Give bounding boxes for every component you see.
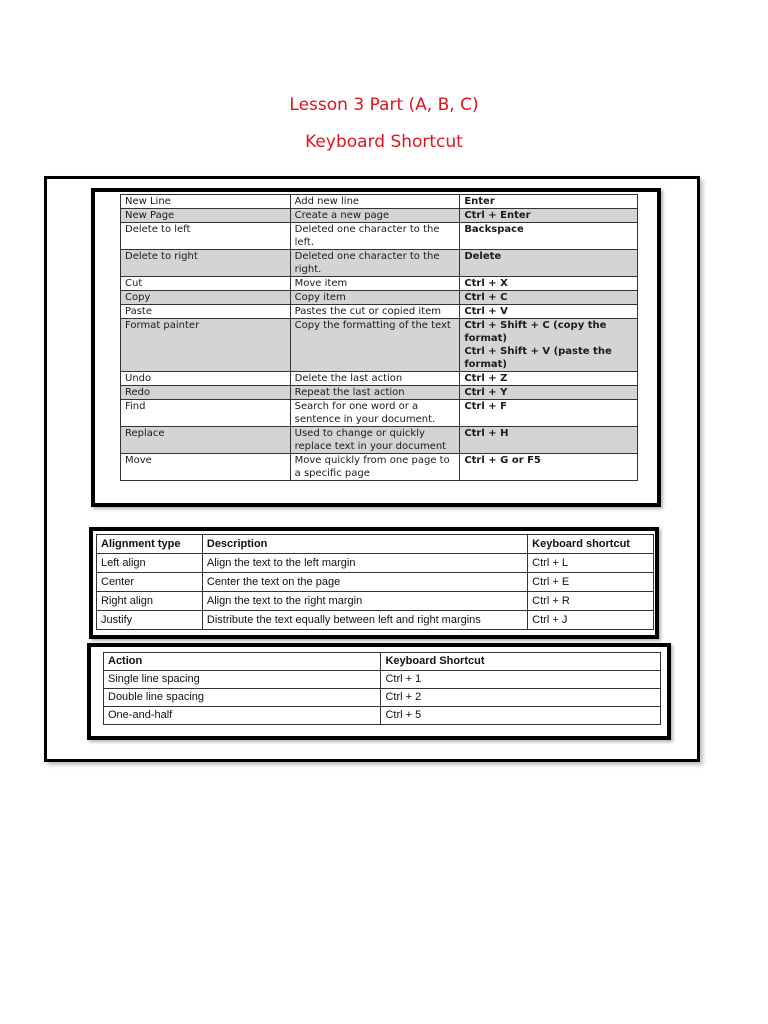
table-cell: Center	[97, 573, 203, 592]
table-row	[121, 209, 638, 223]
alignment-table	[96, 534, 654, 630]
table-cell: Ctrl + 5	[381, 707, 661, 725]
shortcut-description: Deleted one character to the right.	[290, 250, 460, 277]
screenshot-frame	[44, 176, 700, 762]
alignment-panel	[89, 527, 659, 639]
table-cell: Center the text on the page	[202, 573, 527, 592]
table-row	[97, 573, 654, 592]
shortcut-keys: Ctrl + H	[460, 427, 638, 454]
shortcuts-table	[120, 194, 638, 481]
table-cell: One-and-half	[104, 707, 381, 725]
shortcut-keys: Ctrl + X	[460, 277, 638, 291]
shortcut-description: Search for one word or a sentence in your document.	[290, 400, 460, 427]
column-header: Keyboard Shortcut	[381, 653, 661, 671]
shortcut-name: Find	[121, 400, 291, 427]
table-cell: Align the text to the right margin	[202, 592, 527, 611]
table-row	[121, 400, 638, 427]
table-row	[121, 319, 638, 372]
shortcut-description: Repeat the last action	[290, 386, 460, 400]
shortcut-description: Deleted one character to the left.	[290, 223, 460, 250]
spacing-panel	[87, 643, 671, 740]
shortcut-name: Replace	[121, 427, 291, 454]
shortcut-keys: Ctrl + F	[460, 400, 638, 427]
shortcut-name: Format painter	[121, 319, 291, 372]
column-header: Action	[104, 653, 381, 671]
spacing-table	[103, 652, 661, 725]
shortcut-keys: Ctrl + Z	[460, 372, 638, 386]
shortcut-description: Create a new page	[290, 209, 460, 223]
table-cell: Ctrl + J	[528, 611, 654, 630]
table-cell: Double line spacing	[104, 689, 381, 707]
shortcut-description: Move item	[290, 277, 460, 291]
shortcut-description: Pastes the cut or copied item	[290, 305, 460, 319]
shortcut-name: New Page	[121, 209, 291, 223]
lesson-title: Lesson 3 Part (A, B, C)	[289, 95, 479, 115]
shortcut-name: Delete to left	[121, 223, 291, 250]
table-header-row	[104, 653, 661, 671]
table-row	[121, 386, 638, 400]
table-row	[97, 592, 654, 611]
table-row	[104, 689, 661, 707]
shortcut-name: Redo	[121, 386, 291, 400]
shortcut-name: Move	[121, 454, 291, 481]
table-row	[121, 291, 638, 305]
shortcuts-panel	[91, 188, 661, 507]
table-cell: Ctrl + 1	[381, 671, 661, 689]
shortcut-keys: Ctrl + V	[460, 305, 638, 319]
shortcut-description: Move quickly from one page to a specific page	[290, 454, 460, 481]
table-cell: Distribute the text equally between left and right margins	[202, 611, 527, 630]
column-header: Alignment type	[97, 535, 203, 554]
table-row	[121, 195, 638, 209]
shortcut-name: New Line	[121, 195, 291, 209]
table-row	[121, 305, 638, 319]
table-cell: Justify	[97, 611, 203, 630]
shortcut-name: Undo	[121, 372, 291, 386]
table-cell: Single line spacing	[104, 671, 381, 689]
table-row	[97, 611, 654, 630]
shortcut-keys: Ctrl + G or F5	[460, 454, 638, 481]
table-cell: Ctrl + E	[528, 573, 654, 592]
shortcut-description: Copy item	[290, 291, 460, 305]
table-cell: Ctrl + 2	[381, 689, 661, 707]
shortcut-keys: Ctrl + Shift + C (copy the format) Ctrl + Shift + V (paste the format)	[460, 319, 638, 372]
table-cell: Align the text to the left margin	[202, 554, 527, 573]
shortcut-description: Add new line	[290, 195, 460, 209]
shortcut-keys: Backspace	[460, 223, 638, 250]
column-header: Description	[202, 535, 527, 554]
table-cell: Ctrl + L	[528, 554, 654, 573]
table-row	[121, 427, 638, 454]
shortcut-keys: Ctrl + Y	[460, 386, 638, 400]
table-row	[104, 671, 661, 689]
table-row	[121, 277, 638, 291]
shortcut-name: Paste	[121, 305, 291, 319]
shortcut-keys: Ctrl + C	[460, 291, 638, 305]
shortcut-description: Used to change or quickly replace text in your document	[290, 427, 460, 454]
shortcut-description: Copy the formatting of the text	[290, 319, 460, 372]
table-row	[121, 454, 638, 481]
table-cell: Left align	[97, 554, 203, 573]
column-header: Keyboard shortcut	[528, 535, 654, 554]
table-row	[104, 707, 661, 725]
shortcut-description: Delete the last action	[290, 372, 460, 386]
page-subtitle: Keyboard Shortcut	[305, 132, 463, 152]
shortcut-keys: Ctrl + Enter	[460, 209, 638, 223]
shortcut-name: Delete to right	[121, 250, 291, 277]
table-cell: Ctrl + R	[528, 592, 654, 611]
table-row	[121, 223, 638, 250]
shortcut-keys: Enter	[460, 195, 638, 209]
shortcut-keys: Delete	[460, 250, 638, 277]
table-row	[121, 250, 638, 277]
shortcut-name: Copy	[121, 291, 291, 305]
shortcut-name: Cut	[121, 277, 291, 291]
table-header-row	[97, 535, 654, 554]
table-row	[97, 554, 654, 573]
table-cell: Right align	[97, 592, 203, 611]
table-row	[121, 372, 638, 386]
